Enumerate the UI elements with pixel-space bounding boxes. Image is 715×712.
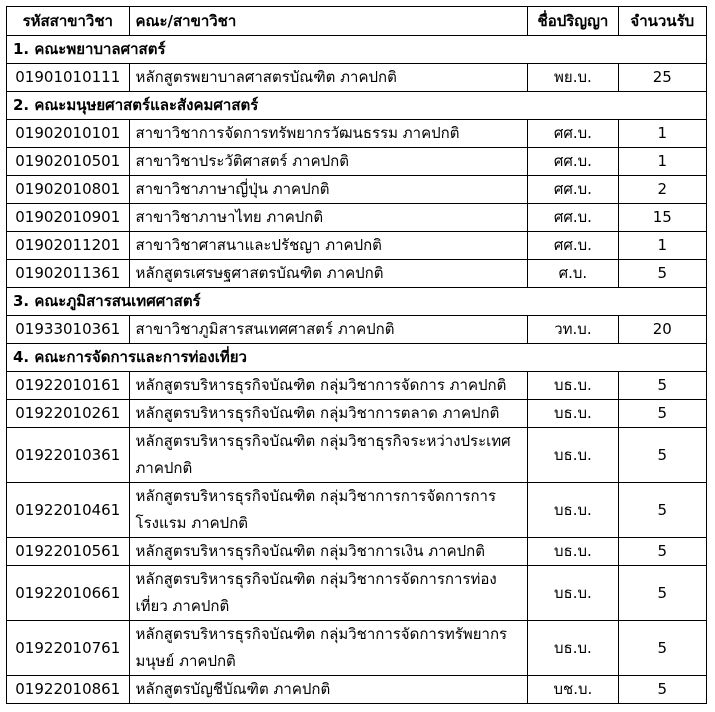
program-code: 01922010361 xyxy=(7,428,130,483)
header-seats: จำนวนรับ xyxy=(618,7,706,36)
degree-abbr: บธ.บ. xyxy=(528,538,618,566)
degree-abbr: ศศ.บ. xyxy=(528,176,618,204)
seat-count: 1 xyxy=(618,120,706,148)
program-name: หลักสูตรบริหารธุรกิจบัณฑิต กลุ่มวิชาการจัดการการท่องเที่ยว ภาคปกติ xyxy=(129,566,528,621)
program-code: 01901010111 xyxy=(7,64,130,92)
header-degree: ชื่อปริญญา xyxy=(528,7,618,36)
table-row xyxy=(7,204,707,232)
table-row xyxy=(7,372,707,400)
program-name: หลักสูตรบริหารธุรกิจบัณฑิต กลุ่มวิชาการการจัดการการโรงแรม ภาคปกติ xyxy=(129,483,528,538)
program-name: สาขาวิชาภาษาไทย ภาคปกติ xyxy=(129,204,528,232)
program-code: 01902010501 xyxy=(7,148,130,176)
program-code: 01922010861 xyxy=(7,676,130,704)
section-row xyxy=(7,344,707,372)
degree-abbr: บช.บ. xyxy=(528,676,618,704)
admission-table xyxy=(6,6,707,704)
degree-abbr: บธ.บ. xyxy=(528,483,618,538)
section-title: 1. คณะพยาบาลศาสตร์ xyxy=(7,36,707,64)
seat-count: 5 xyxy=(618,538,706,566)
table-row xyxy=(7,566,707,621)
program-code: 01902010101 xyxy=(7,120,130,148)
degree-abbr: ศศ.บ. xyxy=(528,204,618,232)
program-name: หลักสูตรบริหารธุรกิจบัณฑิต กลุ่มวิชาการจัดการ ภาคปกติ xyxy=(129,372,528,400)
program-name: หลักสูตรบริหารธุรกิจบัณฑิต กลุ่มวิชาการตลาด ภาคปกติ xyxy=(129,400,528,428)
program-name: สาขาวิชาภาษาญี่ปุ่น ภาคปกติ xyxy=(129,176,528,204)
program-name: หลักสูตรบริหารธุรกิจบัณฑิต กลุ่มวิชาการเงิน ภาคปกติ xyxy=(129,538,528,566)
program-name: หลักสูตรบริหารธุรกิจบัณฑิต กลุ่มวิชาธุรกิจระหว่างประเทศ ภาคปกติ xyxy=(129,428,528,483)
program-code: 01922010761 xyxy=(7,621,130,676)
degree-abbr: พย.บ. xyxy=(528,64,618,92)
table-row xyxy=(7,232,707,260)
seat-count: 1 xyxy=(618,232,706,260)
degree-abbr: ศศ.บ. xyxy=(528,120,618,148)
table-row xyxy=(7,120,707,148)
table-row xyxy=(7,676,707,704)
program-name: สาขาวิชาศาสนาและปรัชญา ภาคปกติ xyxy=(129,232,528,260)
degree-abbr: บธ.บ. xyxy=(528,400,618,428)
program-code: 01922010261 xyxy=(7,400,130,428)
seat-count: 15 xyxy=(618,204,706,232)
header-code: รหัสสาขาวิชา xyxy=(7,7,130,36)
header-faculty: คณะ/สาขาวิชา xyxy=(129,7,528,36)
program-name: สาขาวิชาภูมิสารสนเทศศาสตร์ ภาคปกติ xyxy=(129,316,528,344)
seat-count: 20 xyxy=(618,316,706,344)
degree-abbr: ศศ.บ. xyxy=(528,232,618,260)
table-row xyxy=(7,176,707,204)
section-title: 4. คณะการจัดการและการท่องเที่ยว xyxy=(7,344,707,372)
program-name: หลักสูตรเศรษฐศาสตรบัณฑิต ภาคปกติ xyxy=(129,260,528,288)
section-title: 2. คณะมนุษยศาสตร์และสังคมศาสตร์ xyxy=(7,92,707,120)
header-row xyxy=(7,7,707,36)
program-name: หลักสูตรบริหารธุรกิจบัณฑิต กลุ่มวิชาการจัดการทรัพยากรมนุษย์ ภาคปกติ xyxy=(129,621,528,676)
document-page xyxy=(6,6,707,704)
seat-count: 5 xyxy=(618,260,706,288)
seat-count: 5 xyxy=(618,621,706,676)
program-code: 01902010901 xyxy=(7,204,130,232)
program-name: สาขาวิชาประวัติศาสตร์ ภาคปกติ xyxy=(129,148,528,176)
degree-abbr: บธ.บ. xyxy=(528,372,618,400)
program-name: สาขาวิชาการจัดการทรัพยากรวัฒนธรรม ภาคปกติ xyxy=(129,120,528,148)
table-body xyxy=(7,36,707,704)
seat-count: 5 xyxy=(618,372,706,400)
table-row xyxy=(7,316,707,344)
seat-count: 1 xyxy=(618,148,706,176)
seat-count: 2 xyxy=(618,176,706,204)
program-code: 01902010801 xyxy=(7,176,130,204)
program-code: 01922010161 xyxy=(7,372,130,400)
program-code: 01922010461 xyxy=(7,483,130,538)
degree-abbr: ศ.บ. xyxy=(528,260,618,288)
section-row xyxy=(7,36,707,64)
degree-abbr: บธ.บ. xyxy=(528,428,618,483)
table-row xyxy=(7,400,707,428)
table-row xyxy=(7,260,707,288)
seat-count: 5 xyxy=(618,428,706,483)
degree-abbr: ศศ.บ. xyxy=(528,148,618,176)
table-row xyxy=(7,148,707,176)
seat-count: 5 xyxy=(618,676,706,704)
program-name: หลักสูตรบัญชีบัณฑิต ภาคปกติ xyxy=(129,676,528,704)
program-code: 01922010561 xyxy=(7,538,130,566)
table-row xyxy=(7,64,707,92)
section-title: 3. คณะภูมิสารสนเทศศาสตร์ xyxy=(7,288,707,316)
section-row xyxy=(7,288,707,316)
program-code: 01902011361 xyxy=(7,260,130,288)
seat-count: 5 xyxy=(618,566,706,621)
table-row xyxy=(7,538,707,566)
seat-count: 5 xyxy=(618,400,706,428)
table-row xyxy=(7,428,707,483)
seat-count: 5 xyxy=(618,483,706,538)
program-code: 01902011201 xyxy=(7,232,130,260)
degree-abbr: วท.บ. xyxy=(528,316,618,344)
degree-abbr: บธ.บ. xyxy=(528,621,618,676)
table-row xyxy=(7,621,707,676)
section-row xyxy=(7,92,707,120)
degree-abbr: บธ.บ. xyxy=(528,566,618,621)
program-code: 01922010661 xyxy=(7,566,130,621)
table-row xyxy=(7,483,707,538)
program-code: 01933010361 xyxy=(7,316,130,344)
program-name: หลักสูตรพยาบาลศาสตรบัณฑิต ภาคปกติ xyxy=(129,64,528,92)
seat-count: 25 xyxy=(618,64,706,92)
